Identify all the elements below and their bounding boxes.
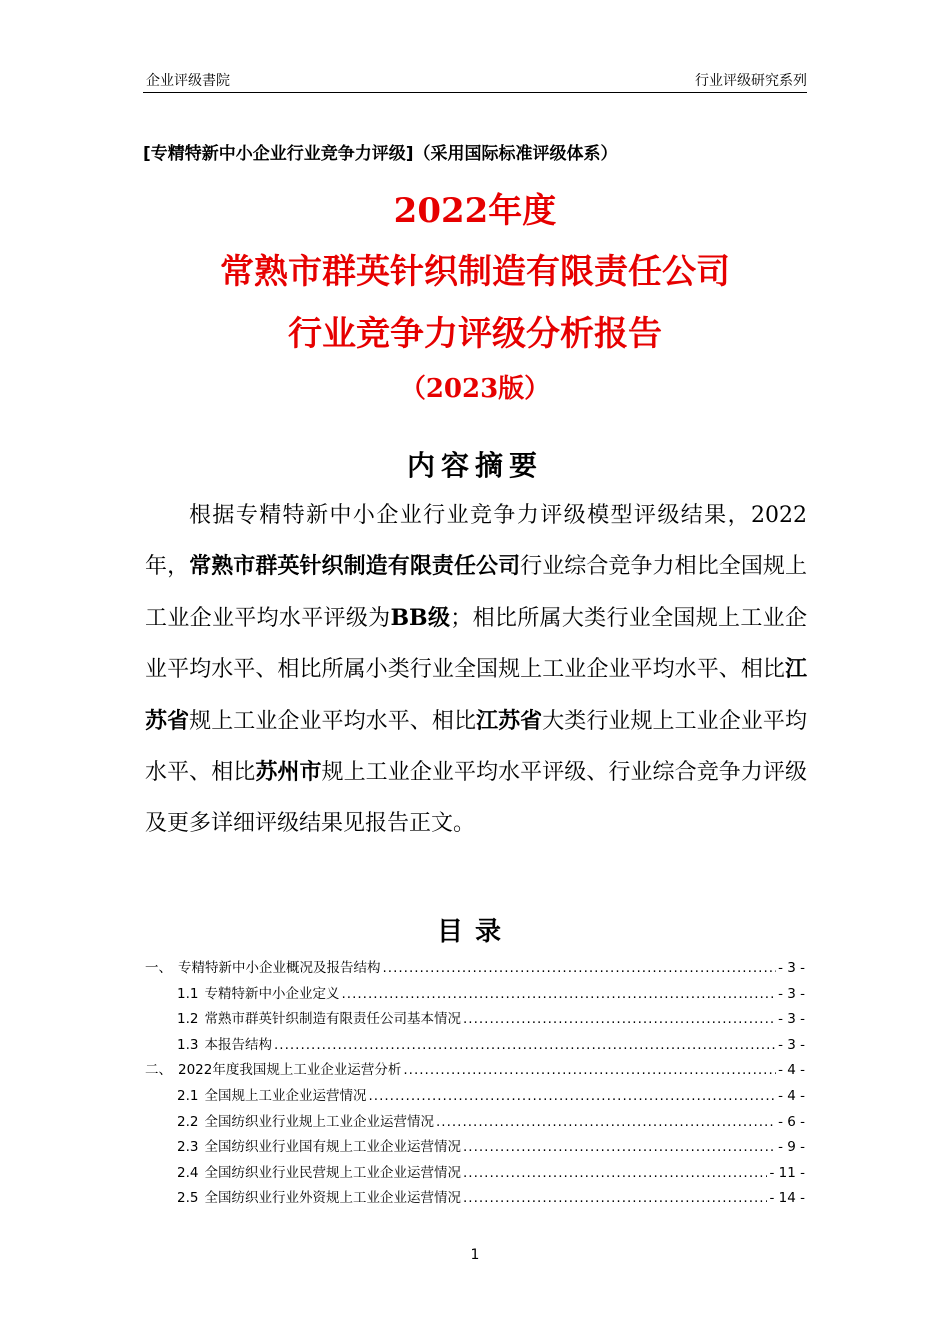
abstract-text: 规上工业企业平均水平评级、行业综合竞争力评级及更多详细评级结果见报告正文。 bbox=[145, 760, 807, 837]
title-edition: （2023版） bbox=[399, 374, 551, 404]
toc-entry-number: 1.3 bbox=[177, 1036, 199, 1053]
toc-entry-page: - 6 - bbox=[778, 1113, 805, 1130]
toc-entry-page: - 3 - bbox=[778, 985, 805, 1002]
title-report-name: 行业竞争力评级分析报告 bbox=[288, 314, 662, 354]
toc-entry-number: 2.2 bbox=[177, 1113, 199, 1130]
toc-entry[interactable] bbox=[145, 982, 805, 1008]
abstract-text: 大类行业规上工业企业平均水平、相比 bbox=[145, 708, 807, 786]
toc-entry-label: 专精特新中小企业概况及报告结构 bbox=[178, 960, 381, 976]
toc-entry-number: 2.5 bbox=[177, 1190, 199, 1207]
toc-entry-page: - 14 - bbox=[769, 1190, 805, 1207]
toc-entry-label: 全国规上工业企业运营情况 bbox=[204, 1087, 367, 1104]
page-number: 1 bbox=[470, 1247, 480, 1263]
toc-leader-dots bbox=[463, 1190, 768, 1206]
toc-entry[interactable] bbox=[145, 1135, 805, 1161]
toc-entry[interactable] bbox=[145, 1033, 805, 1059]
toc-entry-label: 全国纺织业行业国有规上工业企业运营情况 bbox=[204, 1139, 461, 1156]
abstract-grade: BB级 bbox=[390, 604, 451, 631]
toc-leader-dots bbox=[368, 1088, 776, 1104]
toc-entry[interactable] bbox=[145, 1058, 805, 1084]
abstract-text: ；相比所属大类行业全国规上工业企业平均水平、相比所属小类行业全国规上工业企业平均水平、相比 bbox=[145, 605, 807, 683]
toc-entry-page: - 4 - bbox=[778, 1087, 805, 1104]
toc-entry-page: - 4 - bbox=[778, 1062, 805, 1079]
toc-entry-label: 常熟市群英针织制造有限责任公司基本情况 bbox=[204, 1011, 461, 1028]
running-header-left: 企业评级書院 bbox=[146, 73, 230, 89]
toc-entry-page: - 3 - bbox=[778, 1011, 805, 1028]
toc-entry-page: - 3 - bbox=[778, 960, 805, 976]
abstract-text: 根据专精特新中小企业行业竞争力评级模型评级结果，2022年， bbox=[145, 503, 807, 580]
abstract-heading: 内容摘要 bbox=[406, 449, 543, 482]
title-company: 常熟市群英针织制造有限责任公司 bbox=[220, 252, 730, 292]
toc-entry-number: 1.1 bbox=[177, 985, 199, 1002]
abstract-text: 行业综合竞争力相比全国规上工业企业平均水平评级为 bbox=[145, 554, 807, 631]
abstract-province: 江苏省 bbox=[145, 656, 807, 734]
toc-entry-page: - 11 - bbox=[769, 1164, 805, 1181]
abstract-company: 常熟市群英针织制造有限责任公司 bbox=[189, 553, 521, 580]
toc-entry[interactable] bbox=[145, 1084, 805, 1110]
toc-entry[interactable] bbox=[145, 956, 805, 982]
toc-entry[interactable] bbox=[145, 1007, 805, 1033]
toc-leader-dots bbox=[341, 986, 776, 1002]
abstract-province: 江苏省 bbox=[476, 707, 543, 734]
series-line: [专精特新中小企业行业竞争力评级]（采用国际标准评级体系） bbox=[143, 144, 618, 164]
toc-entry-label: 全国纺织业行业规上工业企业运营情况 bbox=[204, 1113, 434, 1130]
title-year: 2022年度 bbox=[393, 191, 557, 231]
toc-entry[interactable] bbox=[145, 1186, 805, 1212]
toc-entry-label: 专精特新中小企业定义 bbox=[204, 985, 340, 1002]
toc-leader-dots bbox=[383, 960, 777, 976]
toc-leader-dots bbox=[274, 1037, 776, 1053]
toc-entry-label: 全国纺织业行业外资规上工业企业运营情况 bbox=[204, 1190, 461, 1207]
running-header-right: 行业评级研究系列 bbox=[695, 73, 807, 89]
toc-entry-number: 一、 bbox=[145, 960, 172, 976]
toc-leader-dots bbox=[463, 1011, 776, 1027]
abstract-paragraph bbox=[145, 490, 807, 850]
toc-entry-page: - 3 - bbox=[778, 1036, 805, 1053]
toc-leader-dots bbox=[403, 1062, 776, 1078]
toc-entry[interactable] bbox=[145, 1161, 805, 1187]
toc-heading: 目录 bbox=[436, 917, 513, 947]
toc-entry-number: 二、 bbox=[145, 1062, 172, 1079]
toc-entry[interactable] bbox=[145, 1110, 805, 1136]
abstract-text: 规上工业企业平均水平、相比 bbox=[189, 708, 477, 734]
toc-leader-dots bbox=[463, 1139, 776, 1155]
header-rule bbox=[143, 92, 807, 93]
toc-entry-number: 2.1 bbox=[177, 1087, 199, 1104]
toc-leader-dots bbox=[463, 1165, 768, 1181]
toc-entry-label: 2022年度我国规上工业企业运营分析 bbox=[178, 1062, 402, 1079]
toc-entry-label: 全国纺织业行业民营规上工业企业运营情况 bbox=[204, 1164, 461, 1181]
abstract-city: 苏州市 bbox=[255, 759, 322, 786]
toc-entry-page: - 9 - bbox=[778, 1139, 805, 1156]
toc-entry-label: 本报告结构 bbox=[204, 1036, 272, 1053]
toc-entry-number: 2.4 bbox=[177, 1164, 199, 1181]
toc-entry-number: 1.2 bbox=[177, 1011, 199, 1028]
toc-leader-dots bbox=[436, 1114, 776, 1130]
toc-entry-number: 2.3 bbox=[177, 1139, 199, 1156]
table-of-contents bbox=[145, 956, 805, 1212]
